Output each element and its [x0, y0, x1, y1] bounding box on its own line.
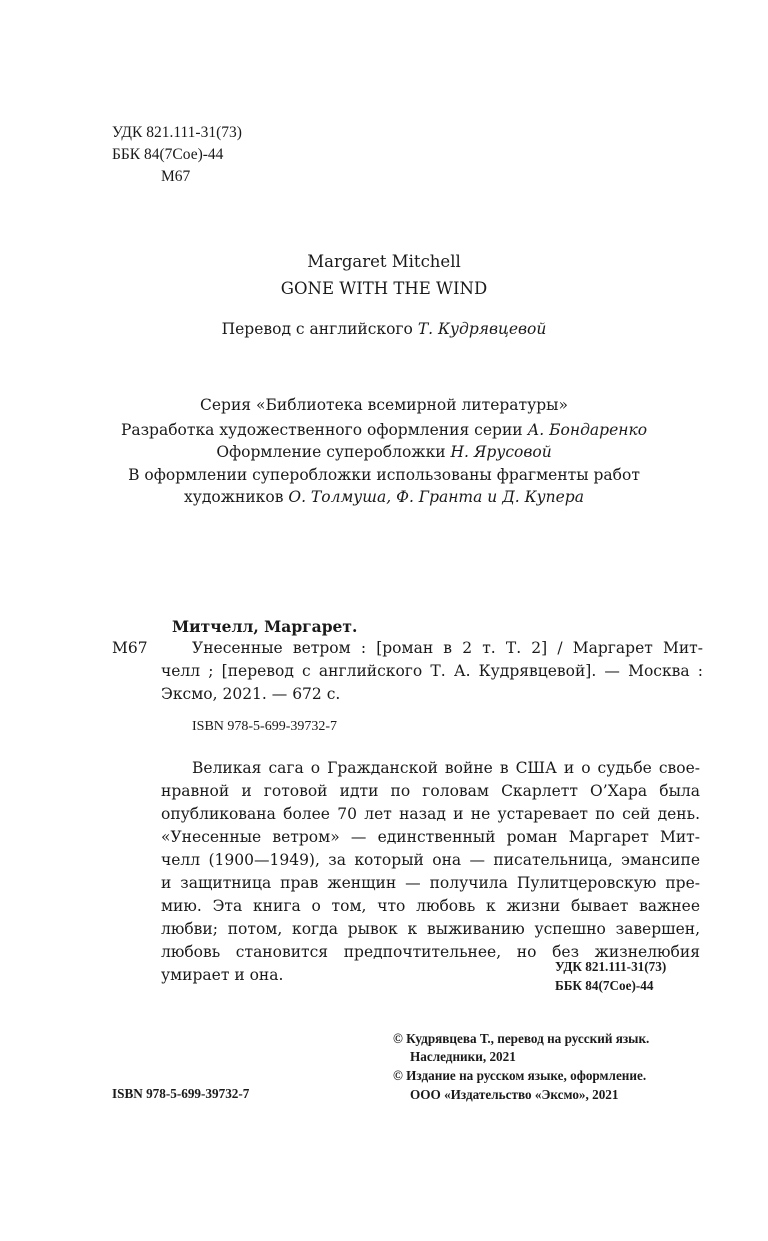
index-bbk: ББК 84(7Сое)-44 [555, 978, 654, 993]
artists-prefix: художников [184, 488, 284, 506]
cover-design-credit [0, 443, 768, 461]
series-name: Серия «Библиотека всемирной литературы» [200, 396, 568, 414]
cover-design-prefix: Оформление суперобложки [216, 443, 446, 461]
cover-fragments-note: В оформлении суперобложки использованы фрагменты работ [128, 466, 640, 484]
footer-isbn: ISBN 978-5-699-39732-7 [112, 1086, 250, 1101]
record-isbn: ISBN 978-5-699-39732-7 [192, 719, 338, 734]
record-mark: М67 [112, 639, 148, 657]
copyright-edition: © Издание на русском языке, оформление. [393, 1068, 647, 1083]
original-title: GONE WITH THE WIND [280, 279, 488, 298]
index-udk: УДК 821.111-31(73) [555, 959, 667, 974]
annotation-line: нравной и готовой идти по головам Скарлетт О’Хара была [161, 782, 700, 800]
annotation-line: и защитница прав женщин — получила Пулитцеровскую пре- [161, 874, 700, 892]
annotation-line: опубликована более 70 лет назад и не устаревает по сей день. [161, 805, 700, 823]
record-line-1: Унесенные ветром : [роман в 2 т. Т. 2] / Маргарет Мит- [192, 639, 703, 657]
series-design-author: А. Бондаренко [527, 421, 648, 439]
bbk-code: ББК 84(7Сое)-44 [112, 146, 224, 163]
cover-fragments-artists [0, 488, 768, 506]
annotation-line: мию. Эта книга о том, что любовь к жизни бывает важнее [161, 897, 700, 915]
cover-design-author: Н. Ярусовой [450, 443, 552, 461]
series-design-credit [0, 421, 768, 439]
copyright-publisher: ООО «Издательство «Эксмо», 2021 [410, 1087, 619, 1102]
translation-credit [0, 320, 768, 338]
annotation-line: любви; потом, когда рывок к выживанию успешно завершен, [161, 920, 700, 938]
artists-names: О. Толмуша, Ф. Гранта и Д. Купера [288, 488, 584, 506]
translator-name: Т. Кудрявцевой [417, 320, 547, 338]
copyright-translation: © Кудрявцева Т., перевод на русский язык. [393, 1031, 650, 1046]
series-design-prefix: Разработка художественного оформления серии [120, 421, 523, 439]
udk-code: УДК 821.111-31(73) [112, 124, 242, 141]
annotation-last-line: умирает и она. [161, 966, 284, 984]
record-line-3: Эксмо, 2021. — 672 с. [161, 685, 341, 703]
original-author: Margaret Mitchell [307, 252, 461, 271]
record-line-2: челл ; [перевод с английского Т. А. Кудрявцевой]. — Москва : [161, 662, 703, 680]
author-mark: М67 [161, 168, 191, 185]
annotation-line: челл (1900—1949), за который она — писательница, эмансипе [161, 851, 700, 869]
copyright-heirs: Наследники, 2021 [410, 1049, 516, 1064]
annotation-line: «Унесенные ветром» — единственный роман Маргарет Мит- [161, 828, 700, 846]
translation-prefix: Перевод с английского [221, 320, 413, 338]
annotation-line: любовь становится предпочтительнее, но без жизнелюбия [161, 943, 700, 961]
annotation-line: Великая сага о Гражданской войне в США и о судьбе свое- [192, 759, 700, 777]
record-heading: Митчелл, Маргарет. [172, 617, 358, 636]
